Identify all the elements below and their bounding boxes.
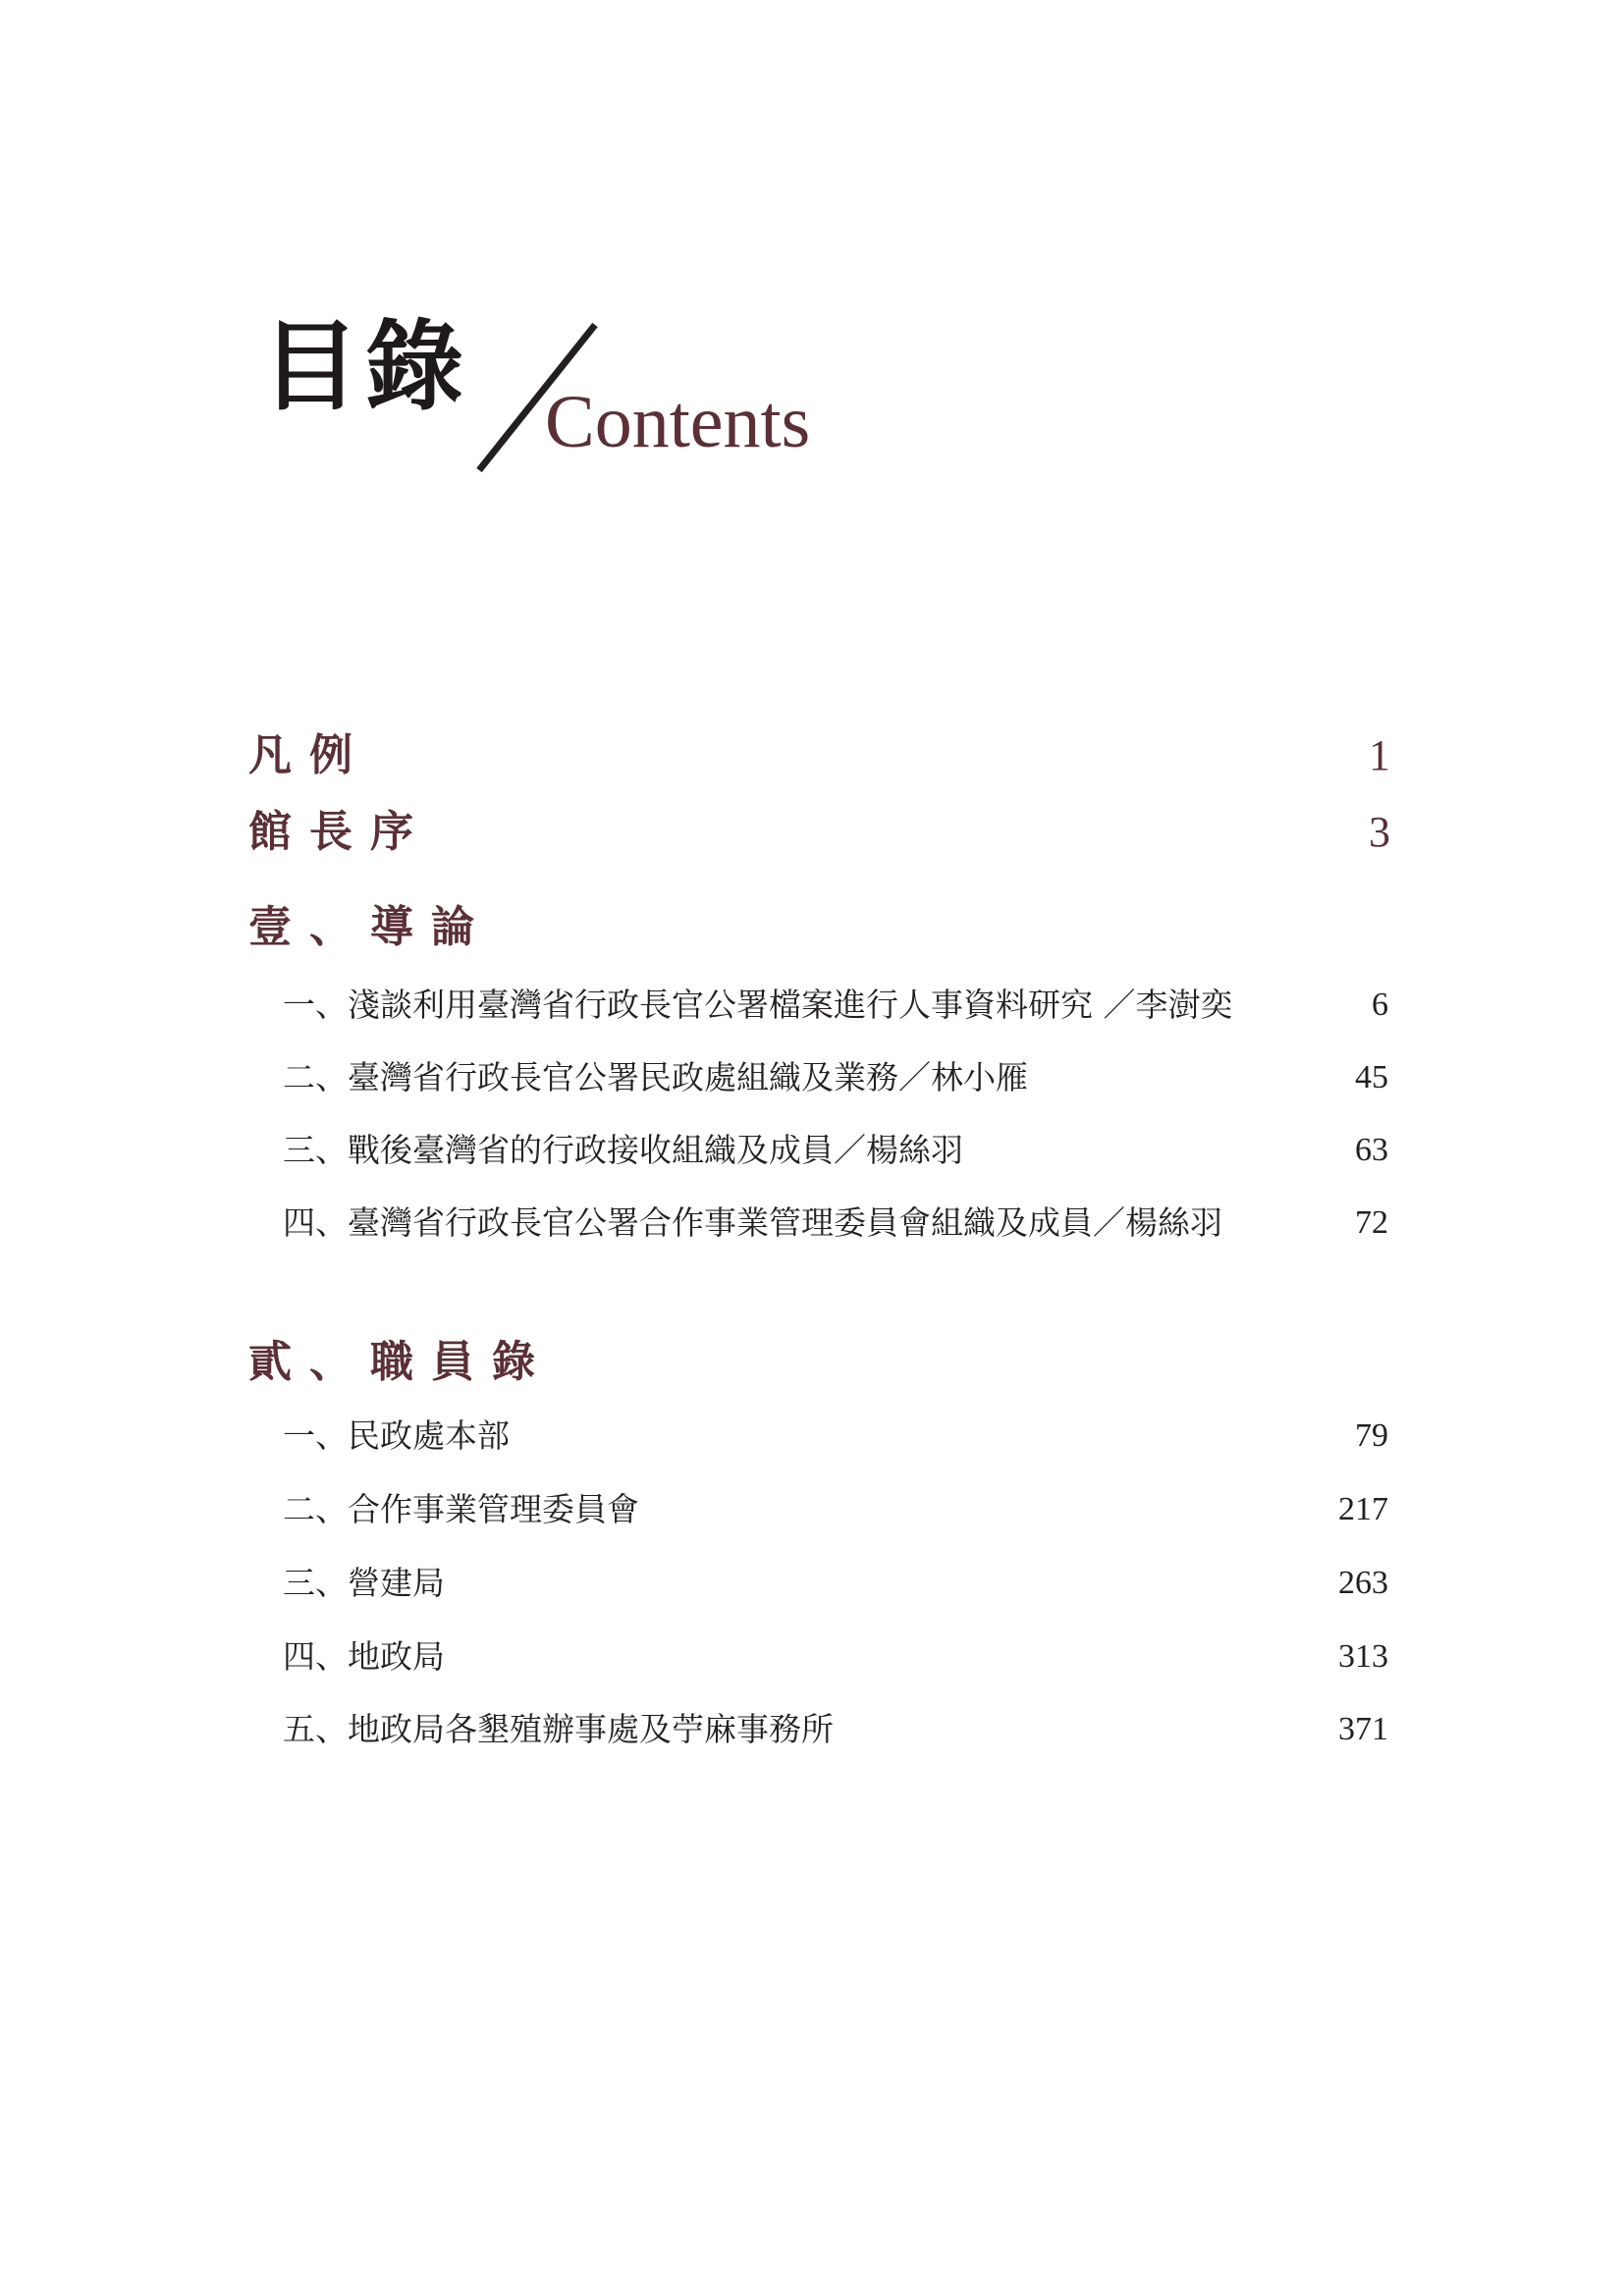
toc-section-label: 凡例 bbox=[248, 730, 370, 780]
toc-entry[interactable] bbox=[283, 1127, 1388, 1174]
toc-page-number: 1 bbox=[1369, 731, 1390, 779]
toc-page-number: 263 bbox=[1338, 1565, 1388, 1601]
toc-page-number: 313 bbox=[1338, 1638, 1388, 1675]
toc-entry[interactable] bbox=[283, 1413, 1388, 1460]
toc-entry[interactable] bbox=[283, 1200, 1388, 1247]
toc-section-label: 壹、導論 bbox=[248, 902, 492, 952]
toc-page-number: 3 bbox=[1369, 808, 1390, 856]
toc-section-label: 館長序 bbox=[248, 807, 431, 857]
toc-entry-label: 三、營建局 bbox=[283, 1564, 445, 1602]
toc-entry-label: 四、臺灣省行政長官公署合作事業管理委員會組織及成員／楊絲羽 bbox=[283, 1203, 1222, 1242]
toc-section-label: 貳、職員錄 bbox=[248, 1337, 553, 1387]
toc-entry[interactable] bbox=[283, 1633, 1388, 1681]
toc-entry-label: 二、臺灣省行政長官公署民政處組織及業務／林小雁 bbox=[283, 1058, 1028, 1096]
toc-entry-label: 一、民政處本部 bbox=[283, 1416, 510, 1455]
toc-page-number: 79 bbox=[1355, 1417, 1388, 1454]
toc-entry-label: 二、合作事業管理委員會 bbox=[283, 1490, 639, 1528]
toc-entry[interactable] bbox=[283, 1560, 1388, 1607]
toc-page-number: 6 bbox=[1372, 987, 1388, 1023]
toc-entry[interactable] bbox=[283, 982, 1388, 1029]
toc-section-preface[interactable] bbox=[248, 803, 1390, 862]
toc-section-conventions[interactable] bbox=[248, 726, 1390, 785]
page-title-en: Contents bbox=[545, 381, 811, 463]
toc-page-number: 371 bbox=[1338, 1711, 1388, 1747]
toc-entry[interactable] bbox=[283, 1054, 1388, 1101]
toc-entry-label: 一、淺談利用臺灣省行政長官公署檔案進行人事資料研究 ／李澍奕 bbox=[283, 986, 1233, 1024]
toc-page-number: 217 bbox=[1338, 1491, 1388, 1527]
toc-page-number: 63 bbox=[1355, 1132, 1388, 1168]
toc-entry-label: 五、地政局各墾殖辦事處及苧麻事務所 bbox=[283, 1710, 834, 1748]
page-title-cn: 目錄 bbox=[261, 308, 469, 424]
toc-page-number: 72 bbox=[1355, 1204, 1388, 1241]
toc-entry[interactable] bbox=[283, 1486, 1388, 1533]
toc-entry-label: 四、地政局 bbox=[283, 1637, 445, 1676]
toc-section-introduction bbox=[248, 898, 1390, 957]
toc-page-number: 45 bbox=[1355, 1059, 1388, 1095]
toc-entry[interactable] bbox=[283, 1706, 1388, 1753]
toc-entry-label: 三、戰後臺灣省的行政接收組織及成員／楊絲羽 bbox=[283, 1131, 963, 1169]
toc-section-staff-roster bbox=[248, 1333, 1390, 1392]
